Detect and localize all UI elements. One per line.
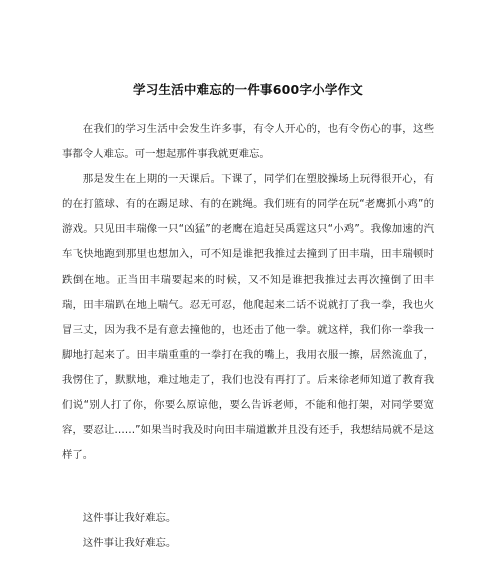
closing-line: 这件事让我好难忘。 — [82, 512, 177, 524]
closing-line: 这件事让我好难忘。 — [82, 537, 177, 550]
article-title: 学习生活中难忘的一件事600字小学作文 — [133, 82, 363, 97]
article-closing — [62, 506, 434, 556]
article-body — [62, 117, 434, 468]
paragraph-intro: 在我们的学习生活中会发生许多事，有令人开心的，也有令伤心的事，这些事都令人难忘。可一想起那件事我就更难忘。 — [62, 123, 434, 161]
paragraph-story: 那是发生在上期的一天课后。下课了，同学们在塑胶操场上玩得很开心，有的在打篮球、有的在踢足球、有的在跳绳。我们班有的同学在玩“老鹰抓小鸡”的游戏。只见田丰瑞像一只“凶猛”的老鹰在追赶吴禹霆这只“小鸡”。我像加速的汽车飞快地跑到那里也想加入，可不知是谁把我推过去撞到了田丰瑞，田丰瑞顿时跌倒在地。正当田丰瑞要起来的时候，又不知是谁把我推过去再次撞倒了田丰瑞，田丰瑞趴在地上喘气。忍无可忍，他爬起来二话不说就打了我一拳，我也火冒三丈，因为我不是有意去撞他的，也还击了他一拳。就这样，我们你一拳我一脚地打起来了。田丰瑞重重的一拳打在我的嘴上，我用衣服一擦，居然流血了，我愣住了，默默地，难过地走了，我们也没有再打了。后来徐老师知道了教育我们说“别人打了你，你要么原谅他，要么告诉老师，不能和他打架，对同学要宽容，要忍让……”如果当时我及时向田丰瑞道歉并且没有还手，我想结局就不是这样了。 — [62, 173, 434, 462]
